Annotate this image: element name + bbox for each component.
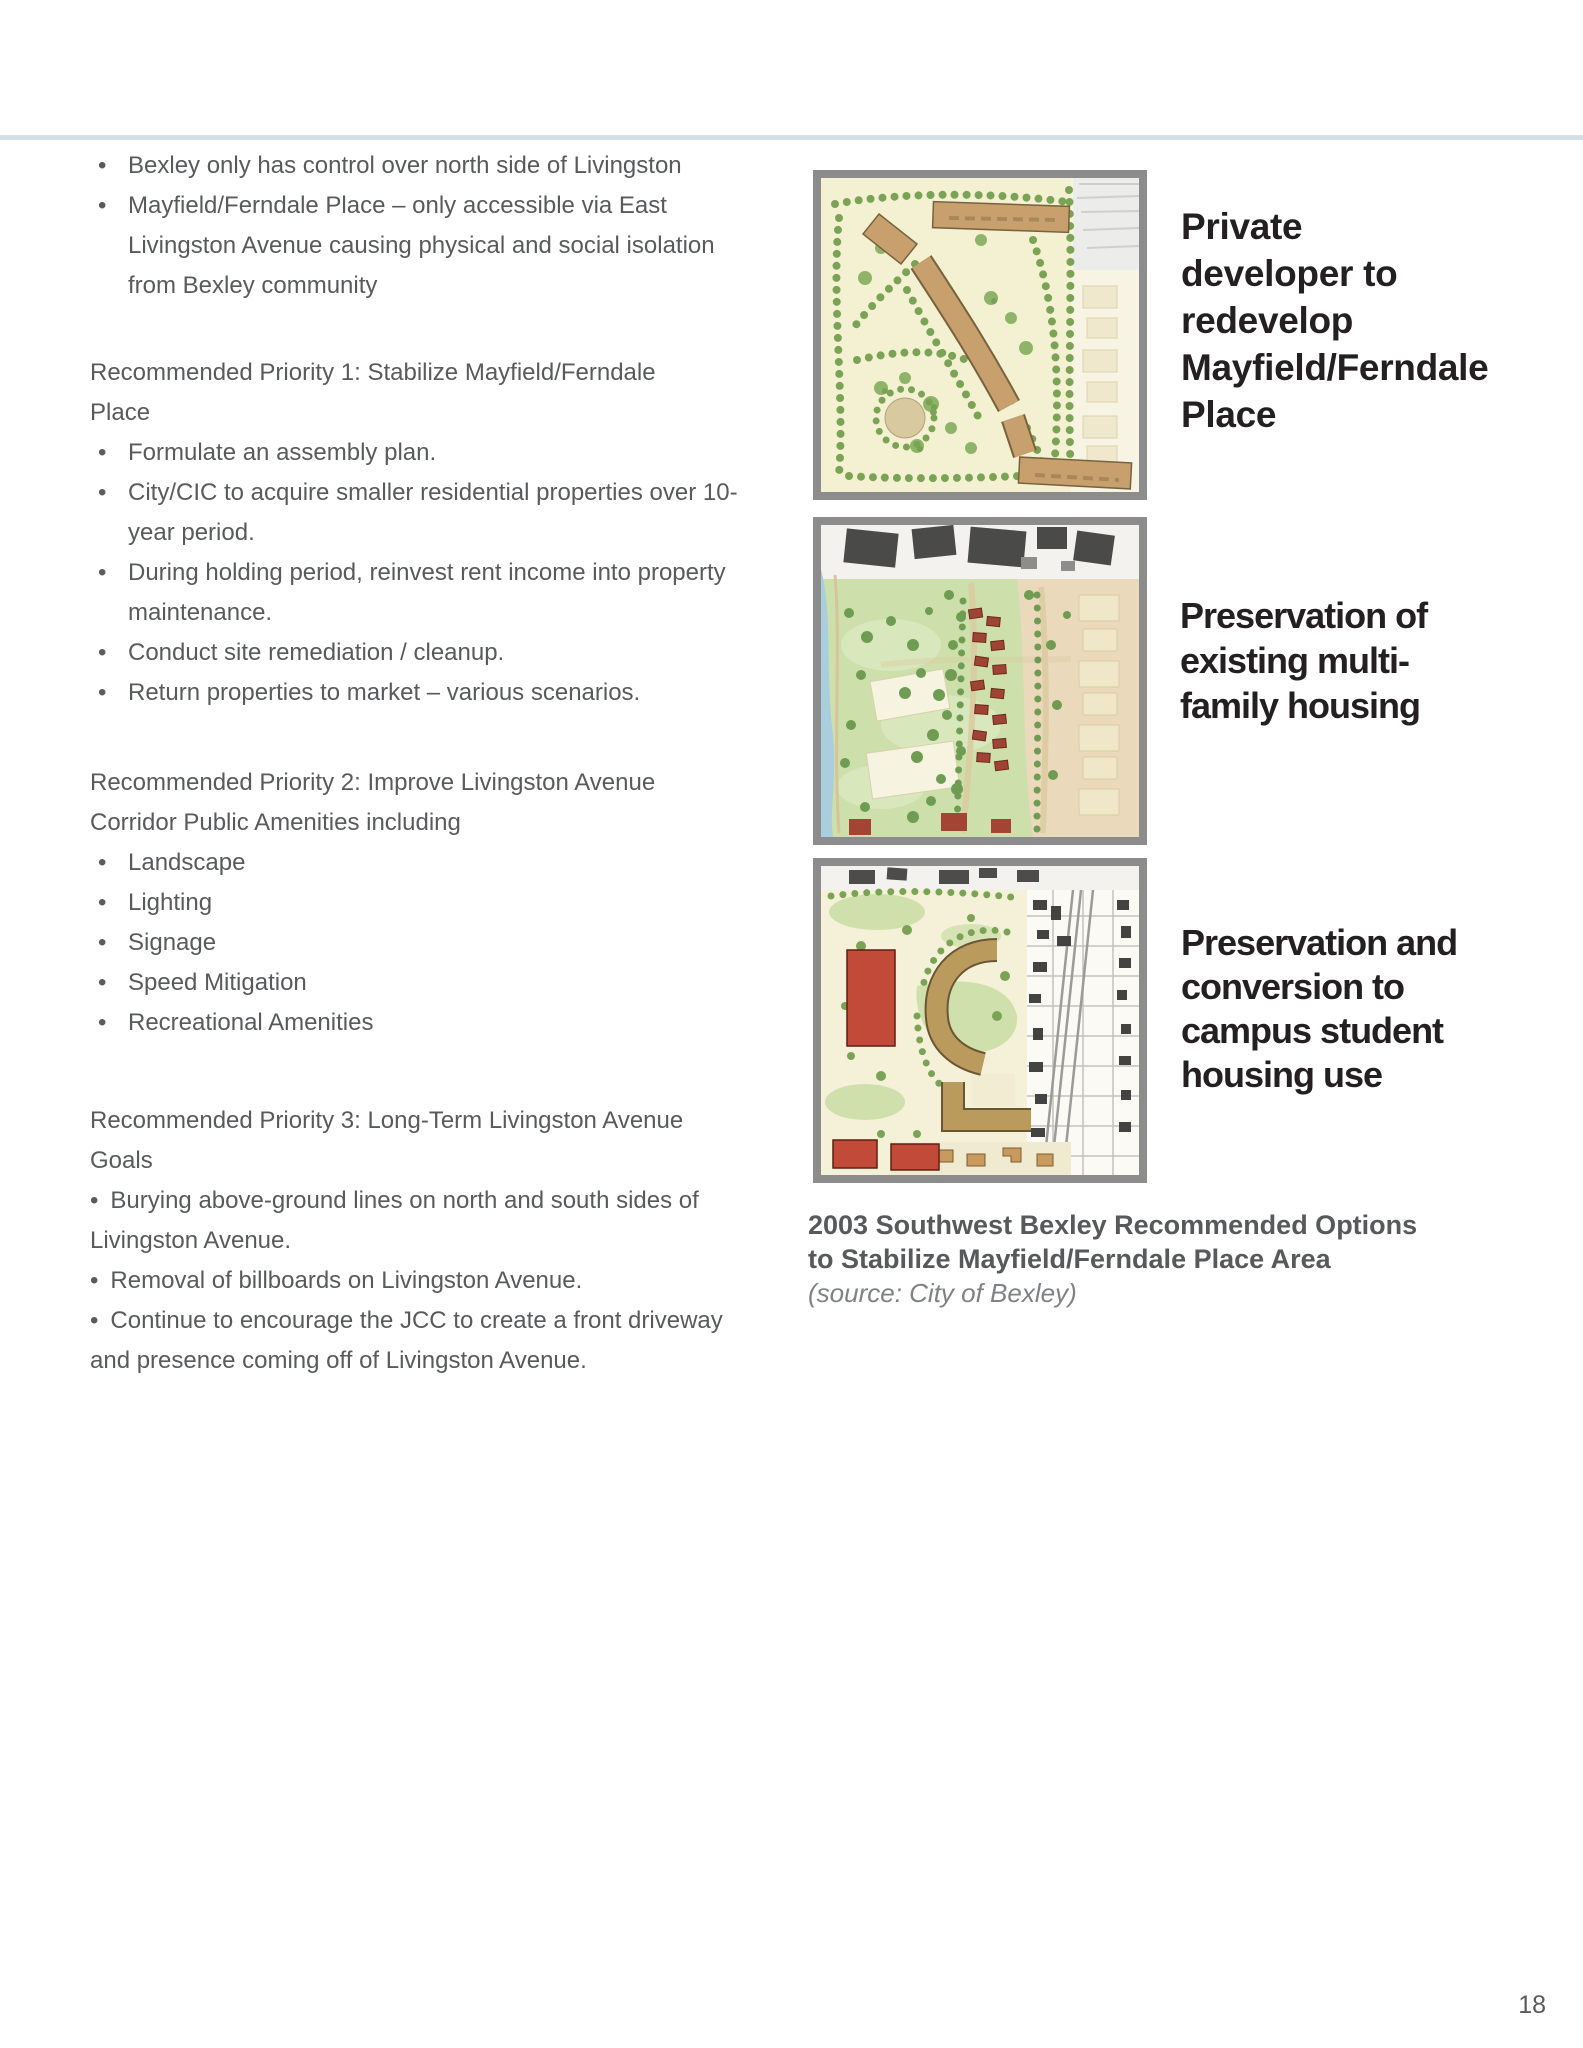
bullet-text: Bexley only has control over north side of Livingston bbox=[128, 152, 682, 179]
bullet-marker: • bbox=[98, 152, 107, 179]
bullet-text: During holding period, reinvest rent income into property maintenance. bbox=[128, 559, 726, 626]
bullet-marker: • bbox=[98, 479, 107, 506]
list-item bbox=[90, 883, 750, 923]
bullet-text: Removal of billboards on Livingston Avenue. bbox=[110, 1267, 583, 1294]
priority-1-section bbox=[90, 353, 750, 713]
figure-3-label: Preservation and conversion to campus student housing use bbox=[1181, 922, 1458, 1095]
bullet-text: Recreational Amenities bbox=[128, 1009, 374, 1036]
figure-caption bbox=[808, 1208, 1428, 1310]
list-item bbox=[90, 186, 750, 306]
bullet-text: Lighting bbox=[128, 889, 213, 916]
list-item bbox=[90, 923, 750, 963]
list-item bbox=[90, 673, 750, 713]
bullet-text: City/CIC to acquire smaller residential properties over 10-year period. bbox=[128, 479, 738, 546]
bullet-text: Mayfield/Ferndale Place – only accessible via East Livingston Avenue causing physical and social isolation from Bexley community bbox=[128, 192, 715, 299]
priority-2-section bbox=[90, 763, 750, 1043]
list-item bbox=[90, 843, 750, 883]
bullet-marker: • bbox=[98, 969, 107, 996]
figure-preservation-aerial bbox=[813, 517, 1147, 845]
bullet-marker: • bbox=[98, 929, 107, 956]
campus-conversion-map bbox=[821, 866, 1139, 1175]
bullet-marker: • bbox=[98, 192, 107, 219]
priority-1-title: Recommended Priority 1: Stabilize Mayfield/Ferndale Place bbox=[90, 359, 656, 426]
bullet-marker: • bbox=[98, 679, 107, 706]
bullet-marker: • bbox=[98, 849, 107, 876]
priority-2-bullet-list bbox=[90, 843, 750, 1043]
bullet-marker: • bbox=[98, 439, 107, 466]
bullet-marker: • bbox=[98, 1009, 107, 1036]
bullet-marker: • bbox=[90, 1187, 99, 1214]
list-item bbox=[90, 633, 750, 673]
bullet-marker: • bbox=[90, 1267, 99, 1294]
bullet-marker: • bbox=[98, 889, 107, 916]
intro-bullet-list bbox=[90, 146, 750, 306]
bullet-marker: • bbox=[98, 559, 107, 586]
priority-3-title: Recommended Priority 3: Long-Term Livingston Avenue Goals bbox=[90, 1107, 684, 1174]
list-item bbox=[90, 1003, 750, 1043]
figure-redevelopment-site-plan bbox=[813, 170, 1147, 500]
bullet-text: Return properties to market – various scenarios. bbox=[128, 679, 641, 706]
figure-campus-conversion-plan bbox=[813, 858, 1147, 1183]
bullet-text: Conduct site remediation / cleanup. bbox=[128, 639, 505, 666]
list-item bbox=[90, 433, 750, 473]
list-item bbox=[90, 146, 750, 186]
priority-3-section bbox=[90, 1101, 750, 1381]
site-plan-redevelopment-map bbox=[821, 178, 1139, 492]
figure-1-label: Private developer to redevelop Mayfield/Ferndale Place bbox=[1181, 206, 1489, 435]
plaza-circle bbox=[885, 398, 925, 438]
bullet-text: Speed Mitigation bbox=[128, 969, 307, 996]
priority-3-item bbox=[90, 1261, 750, 1301]
priority-3-item bbox=[90, 1181, 750, 1261]
bullet-text: Signage bbox=[128, 929, 217, 956]
list-item bbox=[90, 553, 750, 633]
bullet-text: Landscape bbox=[128, 849, 246, 876]
bullet-marker: • bbox=[90, 1307, 99, 1334]
list-item bbox=[90, 963, 750, 1003]
page-number: 18 bbox=[1518, 1991, 1546, 2019]
bullet-text: Formulate an assembly plan. bbox=[128, 439, 437, 466]
caption-source: (source: City of Bexley) bbox=[808, 1278, 1077, 1308]
intro-bullet-list-block bbox=[90, 146, 750, 306]
bullet-text: Burying above-ground lines on north and south sides of Livingston Avenue. bbox=[90, 1187, 699, 1254]
priority-3-item bbox=[90, 1301, 750, 1381]
bullet-marker: • bbox=[98, 639, 107, 666]
caption-title: 2003 Southwest Bexley Recommended Options to Stabilize Mayfield/Ferndale Place Area bbox=[808, 1210, 1418, 1274]
header-rule bbox=[0, 135, 1583, 140]
priority-2-title: Recommended Priority 2: Improve Livingston Avenue Corridor Public Amenities including bbox=[90, 769, 656, 836]
list-item bbox=[90, 473, 750, 553]
aerial-preservation-map bbox=[821, 525, 1139, 837]
figure-2-label: Preservation of existing multi-family housing bbox=[1180, 595, 1428, 726]
bullet-text: Continue to encourage the JCC to create a front driveway and presence coming off of Livingston Avenue. bbox=[90, 1307, 723, 1374]
priority-1-bullet-list bbox=[90, 433, 750, 713]
